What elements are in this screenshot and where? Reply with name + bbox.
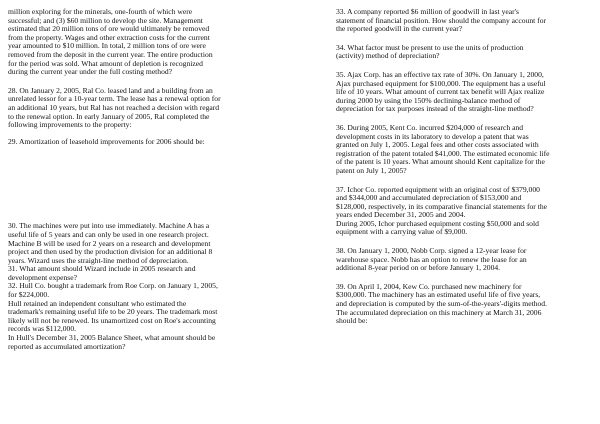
question-37: 37. Ichor Co. reported equipment with an original cost of $379,000 and $344,000 and accumulated depreciation of $153,000 and $128,000, respectively, in its comparative financial statements for the years ended December 31, 2005 and 2004. During 2005, Ichor purchased equipment costing $50,000 and sold equipment with a carrying value of $9,000. xyxy=(336,184,548,237)
question-39: 39. On April 1, 2004, Kew Co. purchased new machinery for $300,000. The machinery has an estimated useful life of five years, and depreciation is computed by the sum-of-the-years'-digits method. The accumulated depreciation on this machinery at March 31, 2006 should be: xyxy=(336,281,547,326)
question-35: 35. Ajax Corp. has an effective tax rate of 30%. On January 1, 2000, Ajax purchased equipment for $100,000. The equipment has a useful life of 10 years. What amount of current tax benefit will Ajax realize during 2000 by using the 150% declining-balance method of depreciation for tax purposes instead of the straight-line method? xyxy=(336,69,546,114)
question-36: 36. During 2005, Kent Co. incurred $204,000 of research and development costs in its laboratory to develop a patent that was granted on July 1, 2005. Legal fees and other costs associated with registration of the patent totaled $41,000. The estimated economic life of the patent is 10 years. What amount should Kent capitalize for the patent on July 1, 2005? xyxy=(336,122,550,175)
question-29: 29. Amortization of leasehold improvements for 2006 should be: xyxy=(8,136,205,146)
question-28: 28. On January 2, 2005, Ral Co. leased land and a building from an unrelated lessor for a 10-year term. The lease has a renewal option for an additional 10 years, but Ral has not reached a decision with regard to the renewal option. In early January of 2005, Ral completed the following improvements to the property: xyxy=(8,85,221,130)
paragraph-depletion: million exploring for the minerals, one-fourth of which were successful; and (3) $60 million to develop the site. Management estimated that 20 million tons of ore would ultimately be removed from the property. Wages and other extraction costs for the current year amounted to $10 million. In total, 2 million tons of ore were removed from the deposit in the current year. The entire production for the period was sold. What amount of depletion is recognized during the current year under the full costing method? xyxy=(8,7,213,77)
question-33: 33. A company reported $6 million of goodwill in last year's statement of financial position. How should the company account for the reported goodwill in the current year? xyxy=(336,7,547,34)
question-38: 38. On January 1, 2000, Nobb Corp. signed a 12-year lease for warehouse space. Nobb has an option to renew the lease for an additional 8-year period on or before January 1, 2004. xyxy=(336,246,527,273)
left-column xyxy=(8,8,270,351)
question-30-32: 30. The machines were put into use immediately. Machine A has a useful life of 5 years and can only be used in one research project. Machine B will be used for 2 years on a research and development project and then used by the production division for an additional 8 years. Wizard uses the straight-line method of depreciation. 31. What amount should Wizard include in 2005 research and development expense? 32. Hull Co. bought a trademark from Roe Corp. on January 1, 2005, for $224,000. Hull retained an independent consultant who estimated the trademark's remaining useful life to be 20 years. The trademark most likely will not be renewed. Its unamortized cost on Roe's accounting records was $112,000. In Hull's December 31, 2005 Balance Sheet, what amount should be reported as accumulated amortization? xyxy=(8,221,218,351)
right-column xyxy=(336,8,598,326)
question-34: 34. What factor must be present to use the units of production (activity) method of depreciation? xyxy=(336,42,524,61)
